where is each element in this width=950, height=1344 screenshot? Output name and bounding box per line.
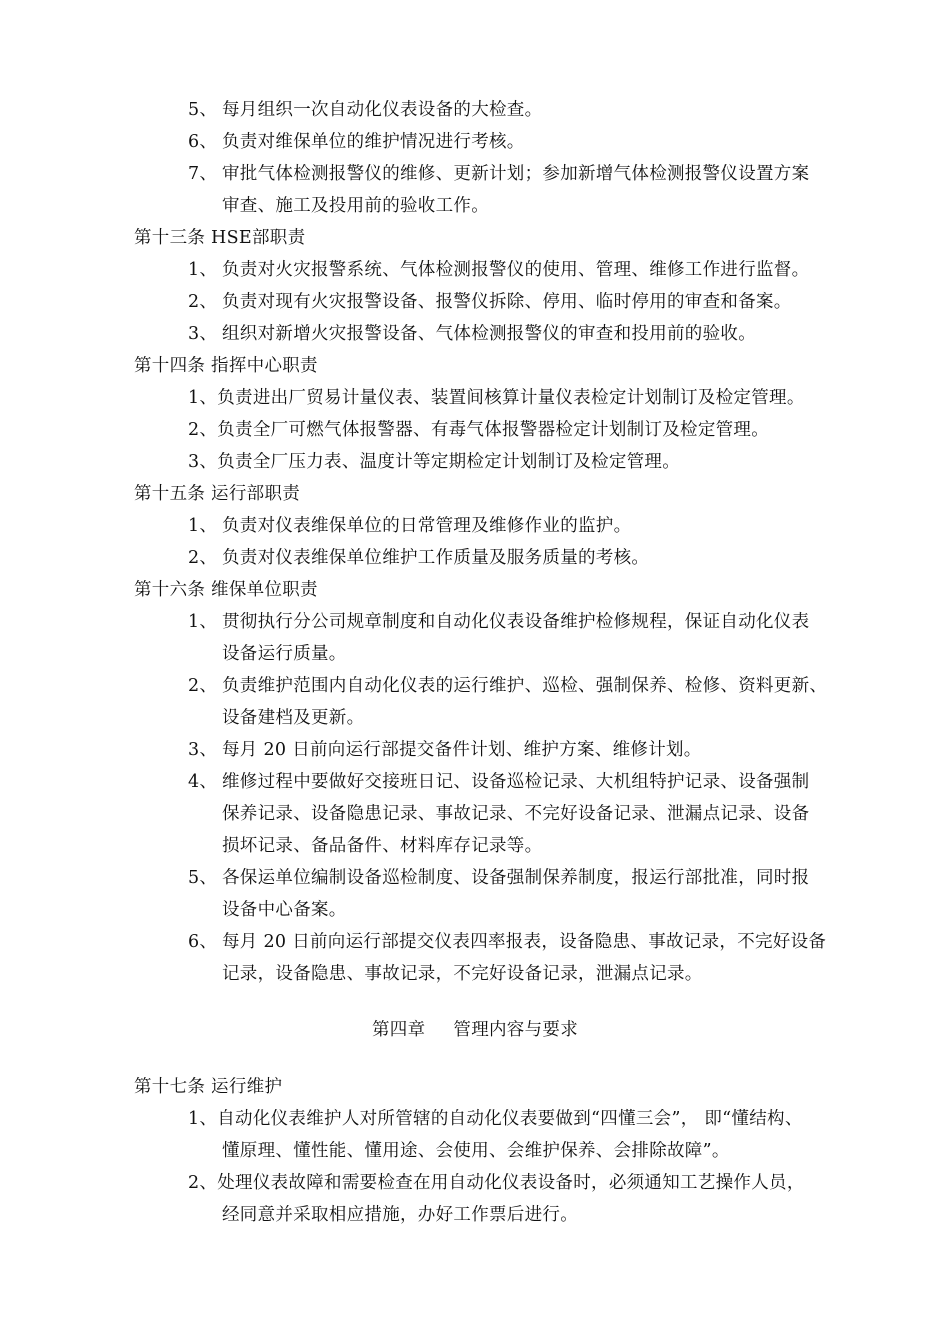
list-item: 3、负责全厂压力表、温度计等定期检定计划制订及检定管理。 [188, 452, 681, 472]
article-heading: 第十六条 维保单位职责 [134, 580, 318, 600]
list-item-continuation: 保养记录、设备隐患记录、事故记录、不完好设备记录、泄漏点记录、设备 [222, 804, 810, 824]
list-item-continuation: 设备中心备案。 [222, 900, 347, 920]
list-item: 2、 负责对现有火灾报警设备、报警仪拆除、停用、临时停用的审查和备案。 [188, 292, 792, 312]
list-item: 5、 各保运单位编制设备巡检制度、设备强制保养制度，报运行部批准，同时报 [188, 868, 810, 888]
list-item: 1、自动化仪表维护人对所管辖的自动化仪表要做到“四懂三会”， 即“懂结构、 [188, 1109, 803, 1129]
list-item-continuation: 记录，设备隐患、事故记录，不完好设备记录，泄漏点记录。 [222, 964, 703, 984]
list-item: 4、 维修过程中要做好交接班日记、设备巡检记录、大机组特护记录、设备强制 [188, 772, 810, 792]
list-item-continuation: 经同意并采取相应措施，办好工作票后进行。 [222, 1205, 578, 1225]
list-item: 2、 负责对仪表维保单位维护工作质量及服务质量的考核。 [188, 548, 650, 568]
list-item: 1、 负责对火灾报警系统、气体检测报警仪的使用、管理、维修工作进行监督。 [188, 260, 810, 280]
list-item-continuation: 懂原理、懂性能、懂用途、会使用、会维护保养、会排除故障”。 [222, 1141, 730, 1161]
list-item: 3、 组织对新增火灾报警设备、气体检测报警仪的审查和投用前的验收。 [188, 324, 756, 344]
chapter-title: 管理内容与要求 [453, 1020, 578, 1040]
list-item-continuation: 设备建档及更新。 [222, 708, 365, 728]
list-item: 5、 每月组织一次自动化仪表设备的大检查。 [188, 100, 543, 120]
article-heading: 第十四条 指挥中心职责 [134, 356, 318, 376]
list-item: 2、负责全厂可燃气体报警器、有毒气体报警器检定计划制订及检定管理。 [188, 420, 770, 440]
article-heading: 第十五条 运行部职责 [134, 484, 301, 504]
chapter-label: 第四章 [371, 1020, 426, 1040]
list-item: 1、 贯彻执行分公司规章制度和自动化仪表设备维护检修规程，保证自动化仪表 [188, 612, 810, 632]
list-item: 6、 每月 20 日前向运行部提交仪表四率报表，设备隐患、事故记录，不完好设备 [188, 932, 827, 952]
list-item: 2、处理仪表故障和需要检查在用自动化仪表设备时，必须通知工艺操作人员， [188, 1173, 805, 1193]
chapter-heading [0, 1019, 950, 1041]
list-item: 6、 负责对维保单位的维护情况进行考核。 [188, 132, 525, 152]
list-item: 1、负责进出厂贸易计量仪表、装置间核算计量仪表检定计划制订及检定管理。 [188, 388, 805, 408]
list-item: 7、 审批气体检测报警仪的维修、更新计划；参加新增气体检测报警仪设置方案 [188, 164, 810, 184]
list-item-continuation: 审查、施工及投用前的验收工作。 [222, 196, 489, 216]
article-heading: 第十三条 HSE部职责 [134, 228, 306, 248]
list-item: 1、 负责对仪表维保单位的日常管理及维修作业的监护。 [188, 516, 632, 536]
list-item: 2、 负责维护范围内自动化仪表的运行维护、巡检、强制保养、检修、资料更新、 [188, 676, 828, 696]
list-item-continuation: 设备运行质量。 [222, 644, 347, 664]
list-item: 3、 每月 20 日前向运行部提交备件计划、维护方案、维修计划。 [188, 740, 702, 760]
article-heading: 第十七条 运行维护 [134, 1077, 283, 1097]
list-item-continuation: 损坏记录、备品备件、材料库存记录等。 [222, 836, 543, 856]
